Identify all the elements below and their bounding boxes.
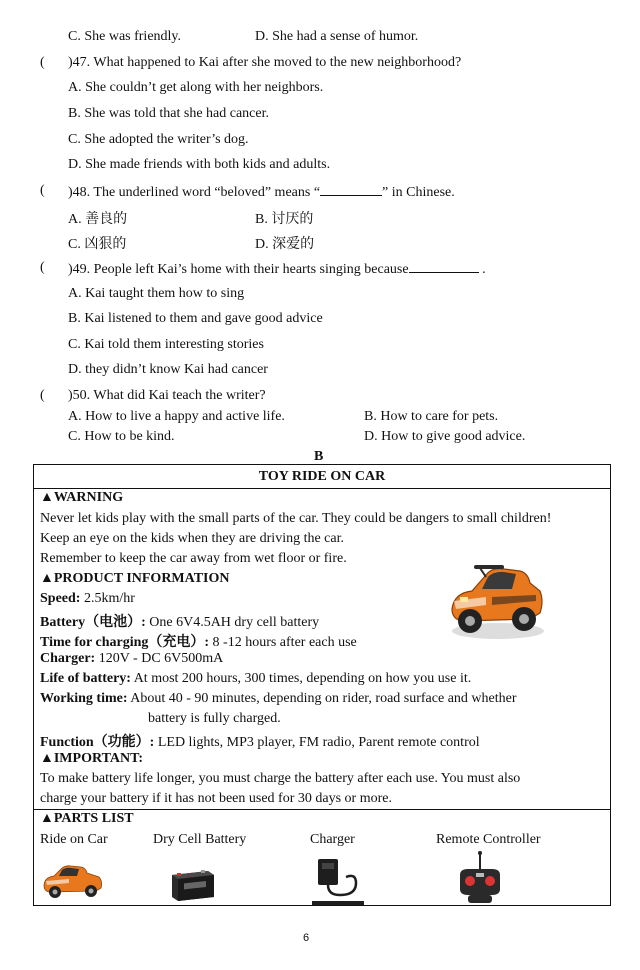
function-value: LED lights, MP3 player, FM radio, Parent remote control xyxy=(154,735,480,750)
warning-line: Never let kids play with the small parts of the car. They could be dangers to small children! xyxy=(40,511,552,526)
important-line: To make battery life longer, you must charge the battery after each use. You must also xyxy=(40,771,521,786)
battery-row xyxy=(40,611,319,631)
q49-stem-end: . xyxy=(478,262,486,277)
warning-line: Keep an eye on the kids when they are driving the car. xyxy=(40,531,345,546)
parts-list-heading: ▲PARTS LIST xyxy=(40,811,134,826)
part-label-ride-on-car: Ride on Car xyxy=(40,832,108,847)
q46-option-d: D. She had a sense of humor. xyxy=(255,29,419,44)
q47-option-b: B. She was told that she had cancer. xyxy=(68,106,270,121)
product-info-heading: ▲PRODUCT INFORMATION xyxy=(40,571,230,586)
charger-value: 120V - DC 6V500mA xyxy=(95,651,224,666)
toy-car-image xyxy=(446,557,546,643)
q48-option-b: B. 讨厌的 xyxy=(255,212,314,227)
charger-label: Charger: xyxy=(40,651,96,666)
q50-stem: )50. What did Kai teach the writer? xyxy=(68,388,266,403)
ad-title: TOY RIDE ON CAR xyxy=(258,469,386,484)
battery-life-value: At most 200 hours, 300 times, depending on how you use it. xyxy=(130,671,472,686)
q49-answer-blank xyxy=(409,260,479,273)
working-time-label: Working time: xyxy=(40,691,128,706)
q47-stem: )47. What happened to Kai after she moved to the new neighborhood? xyxy=(68,55,462,70)
q49-option-b: B. Kai listened to them and gave good advice xyxy=(68,311,323,326)
function-label: Function（功能）: xyxy=(40,735,155,750)
working-time-value: About 40 - 90 minutes, depending on rider, road surface and whether xyxy=(127,691,517,706)
section-label: B xyxy=(314,449,324,464)
q48-stem-after: ” in Chinese. xyxy=(382,185,455,200)
q48-option-d: D. 深爱的 xyxy=(255,237,315,252)
q49-option-a: A. Kai taught them how to sing xyxy=(68,286,245,301)
title-divider xyxy=(34,488,610,489)
q50-option-d: D. How to give good advice. xyxy=(364,429,526,444)
q46-option-c: C. She was friendly. xyxy=(68,29,182,44)
important-line: charge your battery if it has not been used for 30 days or more. xyxy=(40,791,392,806)
battery-life-label: Life of battery: xyxy=(40,671,131,686)
charging-time-row xyxy=(40,631,357,651)
toy-car-ad-box xyxy=(33,464,611,906)
q48-answer-blank xyxy=(320,183,382,196)
parts-divider xyxy=(34,809,610,810)
battery-label: Battery（电池）: xyxy=(40,615,146,630)
q49-option-c: C. Kai told them interesting stories xyxy=(68,337,264,352)
charging-time-label: Time for charging（充电）: xyxy=(40,635,210,650)
q48-option-a: A. 善良的 xyxy=(68,212,128,227)
part-label-battery: Dry Cell Battery xyxy=(153,832,247,847)
q49-paren: ( xyxy=(40,260,45,275)
part-label-remote: Remote Controller xyxy=(436,832,541,847)
part-label-charger: Charger xyxy=(310,832,355,847)
q48-paren: ( xyxy=(40,183,45,198)
q50-option-a: A. How to live a happy and active life. xyxy=(68,409,285,424)
q47-paren: ( xyxy=(40,55,45,70)
working-time-value-cont: battery is fully charged. xyxy=(148,711,281,726)
q47-option-c: C. She adopted the writer’s dog. xyxy=(68,132,249,147)
q49-stem-text: )49. People left Kai’s home with their hearts singing because xyxy=(68,262,409,277)
warning-line: Remember to keep the car away from wet floor or fire. xyxy=(40,551,347,566)
speed-label: Speed: xyxy=(40,591,81,606)
charger-row xyxy=(40,651,223,667)
speed-value: 2.5km/hr xyxy=(80,591,135,606)
page-number: 6 xyxy=(303,932,310,944)
working-time-row xyxy=(40,691,517,707)
charger-image xyxy=(310,855,366,907)
battery-life-row xyxy=(40,671,471,687)
q48-stem-before: )48. The underlined word “beloved” means “ xyxy=(68,185,321,200)
q48-stem xyxy=(68,183,455,201)
function-row xyxy=(40,731,480,751)
q48-option-c: C. 凶狠的 xyxy=(68,237,127,252)
q50-paren: ( xyxy=(40,388,45,403)
important-heading: ▲IMPORTANT: xyxy=(40,751,144,766)
dry-cell-battery-image xyxy=(168,865,218,903)
charging-time-value: 8 -12 hours after each use xyxy=(209,635,357,650)
q50-option-c: C. How to be kind. xyxy=(68,429,175,444)
warning-heading: ▲WARNING xyxy=(40,490,124,505)
ride-on-car-thumbnail xyxy=(41,861,105,899)
q50-option-b: B. How to care for pets. xyxy=(364,409,499,424)
remote-controller-image xyxy=(452,851,508,907)
q49-option-d: D. they didn’t know Kai had cancer xyxy=(68,362,268,377)
speed-row xyxy=(40,591,135,607)
q47-option-a: A. She couldn’t get along with her neighbors. xyxy=(68,80,324,95)
battery-value: One 6V4.5AH dry cell battery xyxy=(145,615,320,630)
q49-stem xyxy=(68,260,486,278)
q47-option-d: D. She made friends with both kids and adults. xyxy=(68,157,331,172)
